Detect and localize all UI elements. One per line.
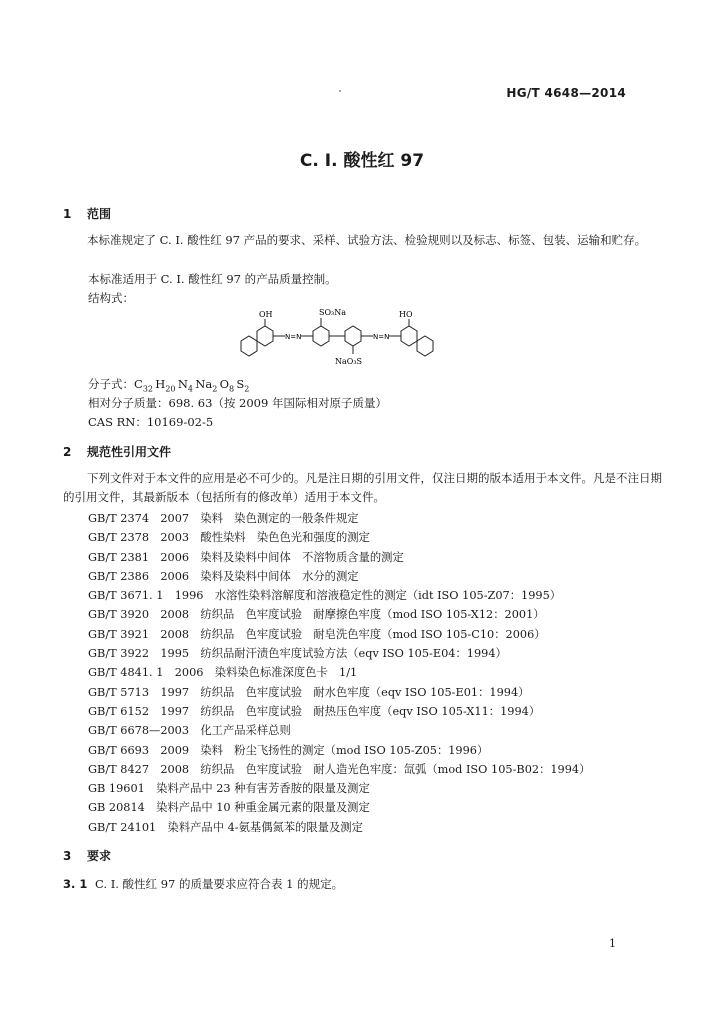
reference-item <box>88 760 590 779</box>
formula-count: 20 <box>165 384 176 394</box>
reference-item <box>88 509 590 528</box>
ref-title: 酸性染料 染色色光和强度的测定 <box>200 531 370 545</box>
reference-item <box>88 741 590 760</box>
section-number: 3 <box>63 849 72 863</box>
ref-year: 2006 <box>160 550 190 564</box>
structure-label: 结构式： <box>88 291 134 305</box>
clause-3-1 <box>63 876 343 892</box>
ref-title: 化工产品采样总则 <box>200 724 291 738</box>
ref-year: 2007 <box>160 512 190 525</box>
azo-left-label: N=N <box>285 333 302 341</box>
applicability-paragraph: 本标准适用于 C. I. 酸性红 97 的产品质量控制。 <box>88 272 337 286</box>
ho-right-label: HO <box>399 310 413 319</box>
benzene-ring-1 <box>313 326 329 346</box>
section-title: 规范性引用文件 <box>87 445 172 459</box>
ref-year: 2003 <box>160 531 190 545</box>
clause-text: C. I. 酸性红 97 的质量要求应符合表 1 的规定。 <box>95 877 344 891</box>
ref-code: GB 20814 <box>88 801 145 815</box>
section-number: 1 <box>63 207 72 221</box>
so3na-label: SO₃Na <box>319 308 347 317</box>
ref-title: 纺织品 色牢度试验 耐水色牢度（eqv ISO 105-E01：1994） <box>200 685 530 699</box>
section-1-heading <box>63 205 111 222</box>
ref-code: GB/T 2381 <box>88 550 150 564</box>
ref-year: 1997 <box>160 685 190 699</box>
reference-item <box>88 528 590 547</box>
scope-paragraph: 本标准规定了 C. I. 酸性红 97 产品的要求、采样、试验方法、检验规则以及标志、标签、包装、运输和贮存。 <box>87 233 647 247</box>
ref-title: 染料产品中 10 种重金属元素的限量及测定 <box>156 801 370 815</box>
ref-code: GB/T 3920 <box>88 608 150 622</box>
ref-code: GB/T 3922 <box>88 647 150 661</box>
ref-year: 2008 <box>160 627 190 641</box>
ref-title: 染料产品中 23 种有害芳香胺的限量及测定 <box>156 782 370 796</box>
formula-count: 4 <box>187 384 193 394</box>
ref-year: 2006 <box>160 569 190 583</box>
reference-list <box>88 509 590 837</box>
reference-item <box>88 702 590 721</box>
reference-item <box>88 548 590 567</box>
normative-intro: 下列文件对于本文件的应用是必不可少的。凡是注日期的引用文件，仅注日期的版本适用于本文件。凡是不注日期的引用文件，其最新版本（包括所有的修改单）适用于本文件。 <box>63 471 662 504</box>
ref-code: GB/T 2386 <box>88 569 150 583</box>
ref-title: 纺织品 色牢度试验 耐热压色牢度（eqv ISO 105-X11：1994） <box>200 704 541 718</box>
ref-code: GB/T 3671. 1 <box>88 589 164 603</box>
ref-title: 纺织品 色牢度试验 耐皂洗色牢度（mod ISO 105-C10：2006） <box>200 627 546 641</box>
section-3-heading <box>63 847 111 864</box>
formula-element: S <box>236 377 245 391</box>
page-number: 1 <box>609 937 616 950</box>
ref-code: GB/T 6152 <box>88 704 150 718</box>
oh-left-label: OH <box>259 310 273 319</box>
ref-code: GB/T 6678 <box>88 724 150 738</box>
section-title: 范围 <box>87 207 112 221</box>
ref-year: 1995 <box>160 647 190 661</box>
reference-item <box>88 567 590 586</box>
left-naphthalene-ring <box>241 326 273 356</box>
ref-title: 染料及染料中间体 不溶物质含量的测定 <box>200 550 404 564</box>
formula-element: Na <box>195 377 213 391</box>
reference-item <box>88 625 590 644</box>
formula-count: 8 <box>229 384 235 394</box>
reference-item <box>88 721 590 740</box>
ref-title: 染料及染料中间体 水分的测定 <box>200 569 359 583</box>
section-number: 2 <box>63 445 72 459</box>
azo-right-label: N=N <box>373 333 390 341</box>
formula-element: C <box>134 377 143 391</box>
reference-item <box>88 779 590 798</box>
ref-code: GB/T 6693 <box>88 743 150 757</box>
formula-prefix: 分子式： <box>88 377 134 391</box>
ref-code: GB/T 4841. 1 <box>88 666 164 680</box>
ref-title: 纺织品 色牢度试验 耐摩擦色牢度（mod ISO 105-X12：2001） <box>200 608 545 622</box>
ref-year: 1996 <box>174 589 204 603</box>
reference-item <box>88 644 590 663</box>
ref-year: 2008 <box>160 608 190 622</box>
benzene-ring-2 <box>345 326 361 346</box>
molecular-formula <box>88 376 249 393</box>
right-naphthalene-ring <box>401 326 433 356</box>
ref-title: 染料 染色测定的一般条件规定 <box>200 512 359 525</box>
formula-element: H <box>155 377 166 391</box>
section-title: 要求 <box>87 849 112 863</box>
ref-code: GB/T 8427 <box>88 762 150 776</box>
reference-item <box>88 798 590 817</box>
ref-code: GB/T 2374 <box>88 512 150 525</box>
ref-title: 水溶性染料溶解度和溶液稳定性的测定（idt ISO 105-Z07：1995） <box>214 589 562 603</box>
section-2-heading <box>63 443 171 460</box>
ref-code: GB 19601 <box>88 782 145 796</box>
structural-formula-diagram <box>235 305 475 375</box>
ref-year: 1997 <box>160 704 190 718</box>
ref-code: GB/T 5713 <box>88 685 150 699</box>
ref-code: GB/T 3921 <box>88 627 150 641</box>
nao3s-label: NaO₃S <box>335 357 363 366</box>
ref-title: 染料产品中 4-氨基偶氮苯的限量及测定 <box>167 820 363 834</box>
ref-title: 染料 粉尘飞扬性的测定（mod ISO 105-Z05：1996） <box>200 743 489 757</box>
reference-item <box>88 663 590 682</box>
formula-count: 32 <box>142 384 153 394</box>
ref-title: 染料染色标准深度色卡 1/1 <box>214 666 358 680</box>
ref-year: 2006 <box>174 666 204 680</box>
ref-title: 纺织品耐汗渍色牢度试验方法（eqv ISO 105-E04：1994） <box>200 647 507 661</box>
formula-count: 2 <box>244 384 250 394</box>
ref-code: GB/T 24101 <box>88 820 157 834</box>
scan-speck <box>339 90 341 92</box>
ref-code: GB/T 2378 <box>88 531 150 545</box>
ref-title: 纺织品 色牢度试验 耐人造光色牢度：氙弧（mod ISO 105-B02：1994） <box>200 762 591 776</box>
formula-element: N <box>177 377 188 391</box>
cas-number: CAS RN：10169-02-5 <box>88 415 214 429</box>
standard-number: HG/T 4648—2014 <box>506 86 626 100</box>
formula-element: O <box>219 377 230 391</box>
ref-year: —2003 <box>149 724 190 738</box>
document-title: C. I. 酸性红 97 <box>299 151 425 171</box>
reference-item <box>88 683 590 702</box>
clause-number: 3. 1 <box>63 877 88 891</box>
ref-year: 2009 <box>160 743 190 757</box>
reference-item <box>88 586 590 605</box>
ref-year: 2008 <box>160 762 190 776</box>
molecular-mass: 相对分子质量：698. 63（按 2009 年国际相对原子质量） <box>88 396 387 410</box>
reference-item <box>88 605 590 624</box>
reference-item <box>88 818 590 837</box>
formula-count: 2 <box>212 384 218 394</box>
